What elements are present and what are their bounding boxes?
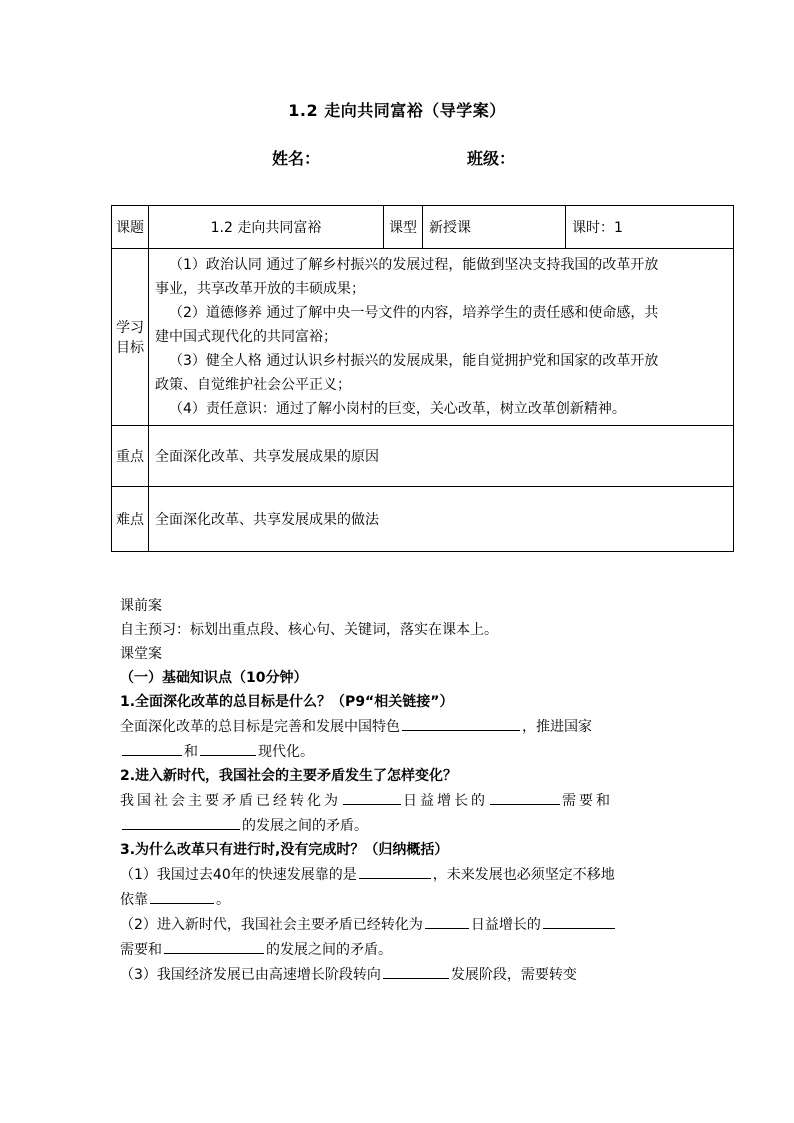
in-class-heading: 课堂案 — [120, 646, 162, 662]
type-label: 课型 — [384, 206, 423, 249]
type-value: 新授课 — [423, 206, 566, 249]
goal-line: （2）道德修养 通过了解中央一号文件的内容，培养学生的责任感和使命感，共 — [169, 305, 659, 321]
blank-field[interactable] — [122, 739, 182, 756]
blank-field[interactable] — [490, 788, 560, 805]
table-row — [112, 206, 734, 249]
table-row — [112, 249, 734, 426]
answer-text: （2）进入新时代，我国社会主要矛盾已经转化为 — [120, 917, 423, 933]
student-info-row — [0, 146, 794, 170]
goal-line: 事业，共享改革开放的丰硕成果； — [155, 281, 365, 297]
answer-text: 我国社会主要矛盾已经转化为 — [120, 793, 341, 809]
answer-text: 依靠 — [120, 892, 148, 908]
topic-value: 1.2 走向共同富裕 — [149, 206, 384, 249]
answer-3-1-cont — [120, 887, 680, 912]
blank-field[interactable] — [122, 813, 240, 830]
goal-line: 政策、自觉维护社会公平正义； — [155, 377, 351, 393]
section-title: （一）基础知识点（10分钟） — [120, 670, 308, 686]
goals-label-line: 学习 — [116, 320, 144, 336]
answer-text: 需要和 — [120, 942, 162, 958]
answer-1-cont — [120, 739, 680, 764]
table-row — [112, 487, 734, 552]
goals-content — [149, 249, 734, 426]
class-label: 班级： — [467, 149, 516, 168]
question-2: 2.进入新时代，我国社会的主要矛盾发生了怎样变化？ — [120, 768, 458, 784]
answer-3-1 — [120, 862, 680, 887]
answer-text: 发展阶段，需要转变 — [450, 967, 577, 983]
goal-line: （3）健全人格 通过认识乡村振兴的发展成果，能自觉拥护党和国家的改革开放 — [169, 353, 659, 369]
table-row — [112, 426, 734, 487]
question-1: 1.全面深化改革的总目标是什么？（P9“相关链接”） — [120, 694, 454, 710]
goal-line: （1）政治认同 通过了解乡村振兴的发展过程，能做到坚决支持我国的改革开放 — [169, 257, 659, 273]
answer-text: ，未来发展也必须坚定不移地 — [432, 867, 615, 883]
key-label: 重点 — [112, 426, 149, 487]
blank-field[interactable] — [164, 937, 264, 954]
answer-text: ，推进国家 — [522, 719, 592, 735]
answer-text: 需要和 — [562, 793, 613, 809]
goal-line: （4）责任意识：通过了解小岗村的巨变，关心改革，树立改革创新精神。 — [169, 401, 626, 417]
blank-field[interactable] — [383, 962, 449, 979]
blank-field[interactable] — [150, 887, 214, 904]
answer-text: 的发展之间的矛盾。 — [242, 818, 368, 834]
blank-field[interactable] — [543, 912, 615, 929]
answer-text: （3）我国经济发展已由高速增长阶段转向 — [120, 967, 381, 983]
difficult-value: 全面深化改革、共享发展成果的做法 — [149, 487, 734, 552]
answer-text: 和 — [184, 744, 198, 760]
answer-text: 日益增长的 — [470, 917, 541, 933]
worksheet-body — [120, 594, 680, 987]
answer-3-2 — [120, 912, 680, 937]
answer-3-2-cont — [120, 937, 680, 962]
goals-label — [112, 249, 149, 426]
answer-text: 全面深化改革的总目标是完善和发展中国特色 — [120, 719, 400, 735]
lesson-info-table — [111, 205, 734, 552]
blank-field[interactable] — [402, 714, 520, 731]
blank-field[interactable] — [425, 912, 469, 929]
answer-2-cont — [120, 813, 680, 838]
blank-field[interactable] — [359, 862, 431, 879]
period-value: 课时：1 — [566, 206, 734, 249]
answer-text: 的发展之间的矛盾。 — [266, 942, 392, 958]
answer-text: 现代化。 — [258, 744, 314, 760]
answer-3-3 — [120, 962, 680, 987]
pre-class-heading: 课前案 — [120, 598, 162, 614]
key-value: 全面深化改革、共享发展成果的原因 — [149, 426, 734, 487]
topic-label: 课题 — [112, 206, 149, 249]
answer-text: （1）我国过去40年的快速发展靠的是 — [120, 867, 357, 883]
question-3: 3.为什么改革只有进行时,没有完成时？（归纳概括） — [120, 842, 449, 858]
self-study-text: 自主预习：标划出重点段、核心句、关键词，落实在课本上。 — [120, 622, 498, 638]
answer-2 — [120, 788, 680, 813]
document-title: 1.2 走向共同富裕（导学案） — [288, 101, 506, 120]
difficult-label: 难点 — [112, 487, 149, 552]
answer-1 — [120, 714, 680, 739]
goals-label-line: 目标 — [116, 340, 144, 356]
blank-field[interactable] — [343, 788, 401, 805]
answer-text: 日益增长的 — [403, 793, 488, 809]
section-heading — [120, 666, 680, 690]
blank-field[interactable] — [200, 739, 256, 756]
name-label: 姓名： — [272, 149, 321, 168]
answer-text: 。 — [216, 892, 230, 908]
goal-line: 建中国式现代化的共同富裕； — [155, 329, 337, 345]
